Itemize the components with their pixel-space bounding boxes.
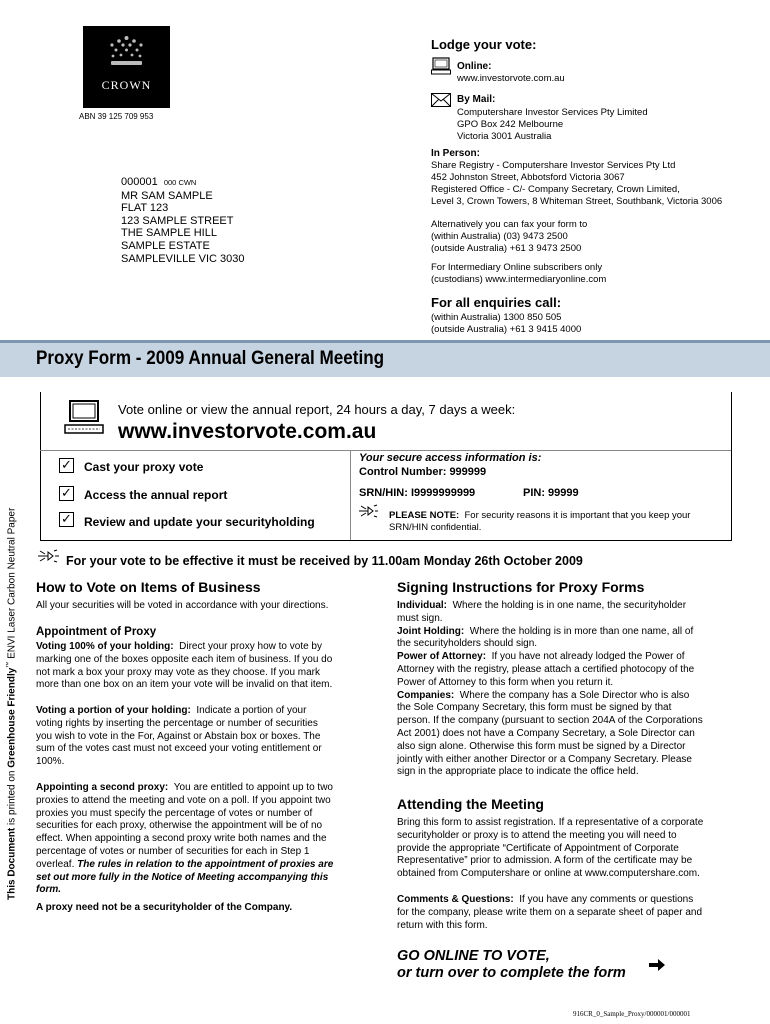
para-line: set out more fully in the Notice of Meeting accompanying this (36, 871, 329, 883)
check-icon: ✓ (59, 512, 74, 527)
fax-info (431, 219, 587, 255)
para-line: the securityholders should sign. (397, 638, 538, 650)
envelope-icon (431, 93, 451, 112)
online-url[interactable]: www.investorvote.com.au (457, 73, 565, 84)
second-proxy-paragraph (36, 782, 376, 897)
side-text-part: Greenhouse Friendly (6, 667, 18, 768)
intermediary-line: (custodians) www.intermediaryonline.com (431, 274, 607, 285)
how-to-vote-title: How to Vote on Items of Business (36, 579, 261, 595)
side-text-part: is printed on (6, 767, 18, 828)
para-line: also sign alone. Otherwise this form must be signed by a Director (397, 740, 686, 752)
para-line: more than one box on an item your vote will be invalid on that item. (36, 679, 333, 691)
cta-line: or turn over to complete the form (397, 965, 626, 981)
cta-line: GO ONLINE TO VOTE, (397, 948, 550, 964)
para-label: Voting a portion of your holding: (36, 705, 191, 716)
divider (350, 450, 351, 540)
deadline-text: For your vote to be effective it must be received by 11.00am Monday 26th October 2009 (66, 554, 583, 568)
crown-icon (83, 26, 170, 76)
srn-hin: SRN/HIN: I9999999999 (359, 487, 476, 499)
in-person-address (431, 160, 722, 208)
para-line: If you have any comments or questions (519, 894, 694, 905)
side-text-part: ENVI Laser Carbon Neutral Paper (6, 507, 18, 662)
alert-icon (36, 549, 60, 568)
security-note (389, 510, 690, 534)
proxy-note: A proxy need not be a securityholder of the Company. (36, 902, 293, 913)
attending-text (397, 817, 747, 881)
para-line: Where the holding is in more than one name, all of (469, 625, 694, 637)
para-line: securityholder or proxy is to attend the meeting you will need to (397, 829, 677, 841)
appointment-title: Appointment of Proxy (36, 626, 157, 638)
enquiries-line: (outside Australia) +61 3 9415 4000 (431, 324, 582, 335)
para-line: voting rights by inserting the percentage or number of securities (36, 717, 318, 729)
note-label: PLEASE NOTE: (389, 510, 460, 521)
attending-title: Attending the Meeting (397, 796, 544, 812)
intermediary-line: For Intermediary Online subscribers only (431, 262, 603, 273)
person-line: Registered Office - C/- Company Secretary, Crown Limited, (431, 184, 680, 195)
person-line: Share Registry - Computershare Investor Services Pty Ltd (431, 160, 676, 171)
how-to-vote-intro: All your securities will be voted in accordance with your directions. (36, 600, 329, 611)
para-line: jointly with either another Director or a Company Secretary. Please (397, 753, 692, 765)
para-label: Power of Attorney: (397, 651, 487, 663)
para-line: Direct your proxy how to vote by (179, 641, 322, 652)
in-person-label: In Person: (431, 148, 480, 159)
para-line: Bring this form to assist registration. If a representative of a corporate (397, 817, 704, 828)
online-url-large[interactable]: www.investorvote.com.au (118, 420, 377, 443)
para-line: person. If the company (pursuant to section 204A of the Corporations (397, 715, 703, 727)
fax-line: (within Australia) (03) 9473 2500 (431, 231, 568, 242)
side-text-part: ™ (6, 661, 12, 668)
check-item: Review and update your securityholding (84, 515, 315, 529)
mail-line: GPO Box 242 Melbourne (457, 119, 564, 130)
control-number: Control Number: 999999 (359, 466, 487, 478)
para-line: proxies to attend the meeting and vote on a poll. If you appoint two (36, 794, 331, 806)
para-line: Where the company has a Sole Director who is also (459, 689, 690, 701)
address-line: MR SAM SAMPLE (121, 189, 213, 202)
go-online-cta (397, 948, 626, 982)
para-label: Joint Holding: (397, 625, 465, 637)
address-line: THE SAMPLE HILL (121, 227, 217, 240)
para-line: You are entitled to appoint up to two (173, 782, 333, 793)
side-paper-notice (6, 508, 17, 900)
para-line: sign in the appropriate place to indicate the office held. (397, 766, 639, 778)
para-label: Individual: (397, 600, 447, 611)
para-line: form. (36, 884, 61, 896)
check-icon: ✓ (59, 486, 74, 501)
para-line: Where the holding is in one name, the securityholder (452, 600, 687, 611)
check-item: Access the annual report (84, 488, 228, 502)
address-line: FLAT 123 (121, 202, 169, 215)
para-label: Comments & Questions: (397, 894, 514, 905)
signing-instructions (397, 600, 747, 779)
para-label: Appointing a second proxy: (36, 782, 169, 793)
alert-icon (357, 504, 379, 523)
para-label: Companies: (397, 689, 455, 701)
side-text-part: This Document (6, 827, 18, 900)
enquiries-line: (within Australia) 1300 850 505 (431, 312, 562, 323)
mail-line: Computershare Investor Services Pty Limited (457, 107, 648, 118)
para-line: If you have not already lodged the Power of (491, 651, 685, 663)
enquiries-title: For all enquiries call: (431, 295, 562, 310)
check-icon: ✓ (59, 458, 74, 473)
para-line: The rules in relation to the appointment of proxies are (77, 858, 334, 870)
online-tagline: Vote online or view the annual report, 24 hours a day, 7 days a week: (118, 402, 516, 417)
intermediary-info (431, 262, 606, 286)
para-line: return with this form. (397, 919, 488, 931)
para-line: Power of Attorney to this form when you return it. (397, 676, 614, 688)
address-line: SAMPLEVILLE VIC 3030 (121, 252, 245, 265)
para-line: sum of the votes cast must not exceed your voting entitlement or (36, 743, 322, 755)
para-line: provide the appropriate “Certificate of Appointment of Corporate (397, 842, 679, 854)
para-line: effect. When appointing a second proxy write both names and the (36, 833, 327, 845)
recipient-address (121, 176, 245, 265)
para-line: securities for each proxy, otherwise the appointment will be of no (36, 820, 323, 832)
para-line: not mark a box your proxy may vote as they choose. If you mark (36, 666, 321, 678)
para-line: overleaf. (36, 858, 75, 870)
person-line: 452 Johnston Street, Abbotsford Victoria 3067 (431, 172, 625, 183)
voting-100-paragraph (36, 641, 372, 692)
note-text: SRN/HIN confidential. (389, 522, 482, 533)
para-line: Act 2001) does not have a Company Secretary, a Sole Director can (397, 727, 695, 739)
para-line: you wish to vote in the For, Against or Abstain box or boxes. The (36, 730, 321, 742)
signing-title: Signing Instructions for Proxy Forms (397, 579, 645, 595)
para-line: Representative” prior to admission. A form of the certificate may be (397, 855, 693, 867)
person-line: Level 3, Crown Towers, 8 Whiteman Street, Southbank, Victoria 3006 (431, 196, 723, 207)
computer-icon (431, 57, 451, 80)
para-line: the Sole Company Secretary, this form must be signed by that (397, 702, 672, 714)
footer-code: 916CR_0_Sample_Proxy/000001/000001 (573, 1010, 691, 1018)
address-code-small: 000 CWN (163, 178, 197, 187)
mail-label: By Mail: (457, 94, 496, 105)
abn: ABN 39 125 709 953 (79, 112, 154, 121)
address-line: 123 SAMPLE STREET (121, 214, 234, 227)
computer-icon (64, 399, 104, 442)
para-line: marking one of the boxes opposite each item of business. If you do (36, 653, 333, 665)
address-line: SAMPLE ESTATE (121, 239, 210, 252)
enquiries-phones (431, 312, 581, 336)
logo-text: CROWN (101, 78, 152, 92)
access-title: Your secure access information is: (359, 452, 542, 464)
address-code: 000001 (121, 176, 158, 188)
lodge-title: Lodge your vote: (431, 37, 537, 52)
para-line: obtained from Computershare or online at www.computershare.com. (397, 868, 700, 880)
divider (40, 450, 731, 451)
pin: PIN: 99999 (523, 487, 579, 499)
para-line: Indicate a portion of your (196, 705, 307, 716)
mail-line: Victoria 3001 Australia (457, 131, 552, 142)
para-line: percentage of votes or number of securities for each in Step 1 (36, 845, 310, 857)
fax-line: (outside Australia) +61 3 9473 2500 (431, 243, 582, 254)
para-line: 100%. (36, 756, 65, 768)
para-line: for the company, please write them on a separate sheet of paper and (397, 906, 702, 918)
note-text: For security reasons it is important that you keep your (464, 510, 691, 521)
para-line: proxies you must specify the percentage of votes or number of (36, 807, 313, 819)
check-item: Cast your proxy vote (84, 460, 204, 474)
para-label: Voting 100% of your holding: (36, 641, 174, 652)
para-line: must sign. (397, 612, 443, 624)
voting-portion-paragraph (36, 705, 372, 769)
comments-questions (397, 894, 747, 932)
para-line: Attorney with the registry, please attach a certified photocopy of the (397, 663, 695, 675)
mail-address (457, 107, 648, 143)
online-label: Online: (457, 61, 492, 72)
page-title: Proxy Form - 2009 Annual General Meeting (36, 348, 385, 369)
fax-line: Alternatively you can fax your form to (431, 219, 588, 230)
arrow-right-icon (648, 958, 666, 977)
crown-logo (83, 26, 170, 108)
